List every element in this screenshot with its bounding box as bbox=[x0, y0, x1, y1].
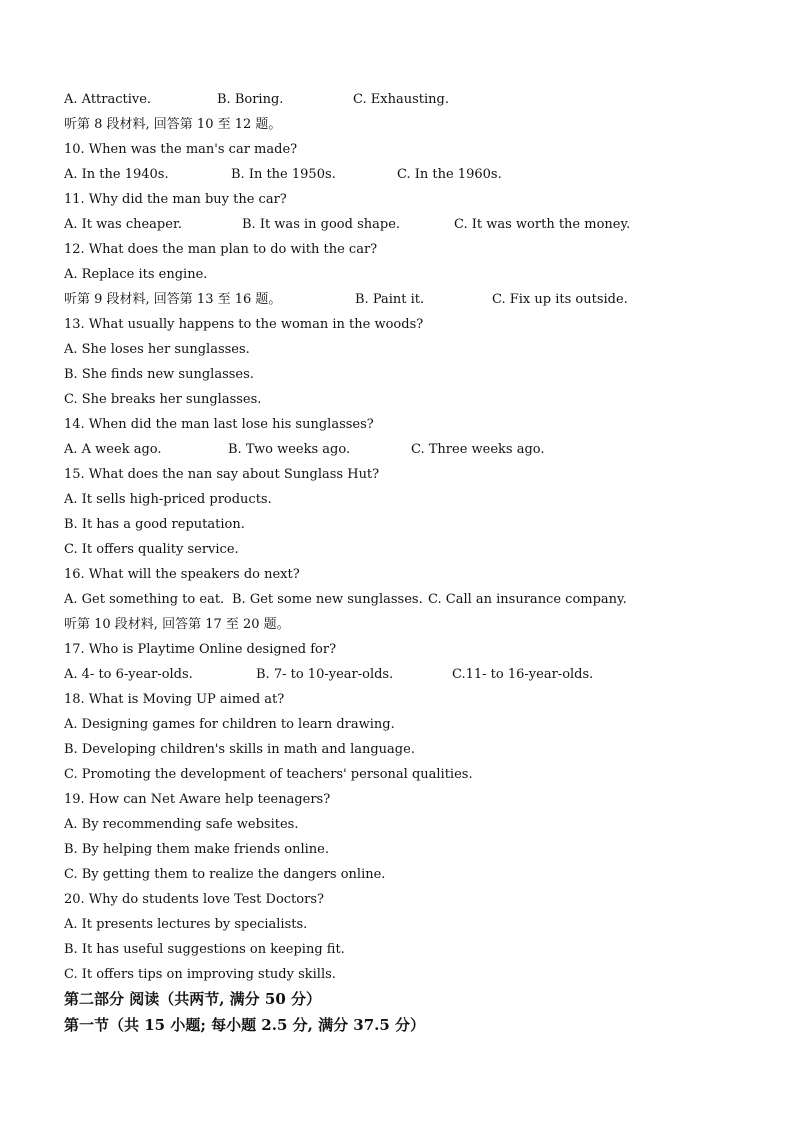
option-a: A. Get something to eat. bbox=[64, 592, 225, 607]
option-c: C. Call an insurance company. bbox=[428, 592, 627, 607]
option-b: B. In the 1950s. bbox=[231, 167, 336, 182]
option-a: A. Attractive. bbox=[64, 92, 152, 107]
option-c: C. It was worth the money. bbox=[454, 217, 631, 232]
q18-option-b: B. Developing children's skills in math and language. bbox=[64, 742, 415, 757]
q20-option-a: A. It presents lectures by specialists. bbox=[64, 917, 308, 932]
question-17: 17. Who is Playtime Online designed for? bbox=[64, 642, 337, 657]
option-b: B. It was in good shape. bbox=[242, 217, 401, 232]
q15-option-c: C. It offers quality service. bbox=[64, 542, 239, 557]
question-15: 15. What does the nan say about Sunglass Hut? bbox=[64, 467, 380, 482]
section-instruction-8: 听第 8 段材料, 回答第 10 至 12 题。 bbox=[64, 117, 282, 132]
q13-option-b: B. She finds new sunglasses. bbox=[64, 367, 254, 382]
q20-option-b: B. It has useful suggestions on keeping fit. bbox=[64, 942, 345, 957]
question-10: 10. When was the man's car made? bbox=[64, 142, 298, 157]
question-16: 16. What will the speakers do next? bbox=[64, 567, 300, 582]
option-b: B. Two weeks ago. bbox=[228, 442, 351, 457]
q20-option-c: C. It offers tips on improving study skills. bbox=[64, 967, 336, 982]
section-one-heading: 第一节（共 15 小题; 每小题 2.5 分, 满分 37.5 分） bbox=[64, 1016, 426, 1034]
option-c: C. In the 1960s. bbox=[397, 167, 502, 182]
option-c: C. Fix up its outside. bbox=[492, 292, 628, 307]
option-a: A. 4- to 6-year-olds. bbox=[64, 667, 193, 682]
q15-option-a: A. It sells high-priced products. bbox=[64, 492, 272, 507]
option-a: A. A week ago. bbox=[64, 442, 162, 457]
option-a: A. It was cheaper. bbox=[64, 217, 182, 232]
question-14: 14. When did the man last lose his sunglasses? bbox=[64, 417, 374, 432]
q19-option-b: B. By helping them make friends online. bbox=[64, 842, 329, 857]
q15-option-b: B. It has a good reputation. bbox=[64, 517, 245, 532]
q13-option-a: A. She loses her sunglasses. bbox=[64, 342, 250, 357]
question-12: 12. What does the man plan to do with the car? bbox=[64, 242, 378, 257]
option-b: B. Paint it. bbox=[355, 292, 425, 307]
q12-option-a: A. Replace its engine. bbox=[64, 267, 208, 282]
part-two-heading: 第二部分 阅读（共两节, 满分 50 分） bbox=[64, 990, 321, 1008]
instruction-text: 听第 9 段材料, 回答第 13 至 16 题。 bbox=[64, 292, 282, 307]
option-a: A. In the 1940s. bbox=[64, 167, 169, 182]
q18-option-a: A. Designing games for children to learn drawing. bbox=[64, 717, 395, 732]
question-19: 19. How can Net Aware help teenagers? bbox=[64, 792, 331, 807]
option-b: B. Get some new sunglasses. bbox=[232, 592, 423, 607]
question-18: 18. What is Moving UP aimed at? bbox=[64, 692, 285, 707]
option-c: C. Exhausting. bbox=[353, 92, 449, 107]
option-b: B. Boring. bbox=[217, 92, 284, 107]
q13-option-c: C. She breaks her sunglasses. bbox=[64, 392, 262, 407]
q18-option-c: C. Promoting the development of teachers' personal qualities. bbox=[64, 767, 473, 782]
question-13: 13. What usually happens to the woman in the woods? bbox=[64, 317, 424, 332]
option-b: B. 7- to 10-year-olds. bbox=[256, 667, 394, 682]
option-c: C.11- to 16-year-olds. bbox=[452, 667, 594, 682]
section-instruction-10: 听第 10 段材料, 回答第 17 至 20 题。 bbox=[64, 617, 290, 632]
question-20: 20. Why do students love Test Doctors? bbox=[64, 892, 324, 907]
q19-option-c: C. By getting them to realize the dangers online. bbox=[64, 867, 386, 882]
q19-option-a: A. By recommending safe websites. bbox=[64, 817, 299, 832]
question-11: 11. Why did the man buy the car? bbox=[64, 192, 287, 207]
option-c: C. Three weeks ago. bbox=[411, 442, 545, 457]
